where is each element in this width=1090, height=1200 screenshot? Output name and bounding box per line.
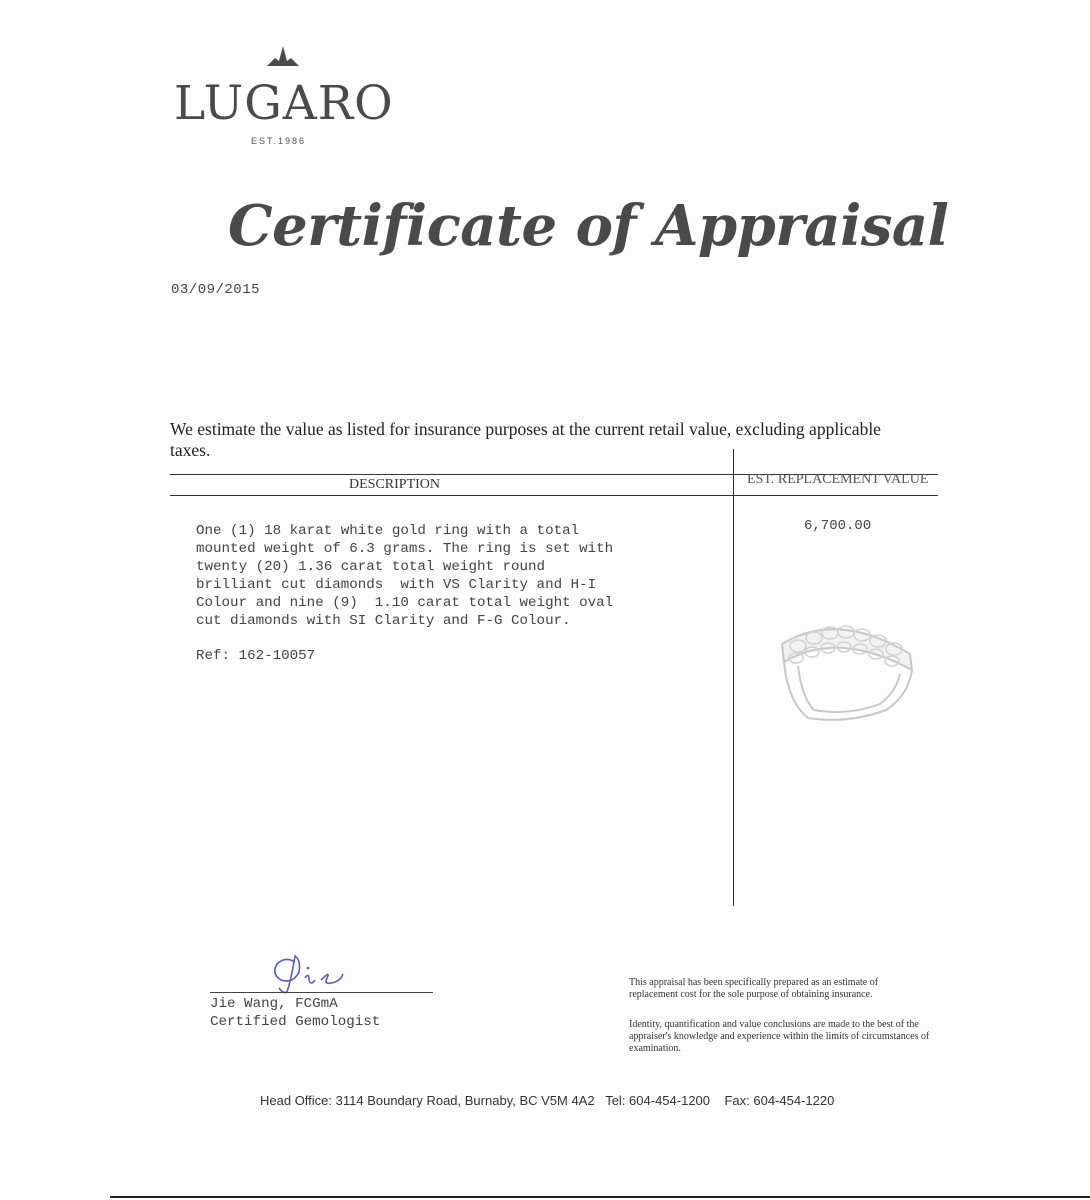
disclaimer-limits: Identity, quantification and value conclusions are made to the best of the appraiser's knowledge and experience within the limits of circumstances of examination. bbox=[629, 1019, 930, 1054]
footer-tel: Tel: 604-454-1200 bbox=[605, 1093, 711, 1108]
intro-text: We estimate the value as listed for insurance purposes at the current retail value, excluding applicable taxes. bbox=[170, 419, 881, 460]
disclaimer-purpose: This appraisal has been specifically prepared as an estimate of replacement cost for the sole purpose of obtaining insurance. bbox=[629, 977, 879, 1000]
description-line: twenty (20) 1.36 carat total weight round bbox=[196, 559, 546, 575]
page-title: Certificate of Appraisal bbox=[228, 193, 949, 259]
reference-number: Ref: 162-10057 bbox=[196, 648, 316, 664]
footer-fax: Fax: 604-454-1220 bbox=[724, 1093, 835, 1108]
signature-line bbox=[210, 992, 433, 993]
replacement-value: 6,700.00 bbox=[804, 518, 872, 534]
brand-logo: LUGARO bbox=[174, 76, 394, 131]
item-description bbox=[196, 522, 716, 630]
signer-title: Certified Gemologist bbox=[210, 1014, 381, 1030]
description-line: cut diamonds with SI Clarity and F-G Colour. bbox=[196, 613, 571, 629]
footer-address: Head Office: 3114 Boundary Road, Burnaby, BC V5M 4A2 bbox=[260, 1093, 595, 1108]
footer-contact bbox=[260, 1093, 834, 1108]
column-divider bbox=[733, 449, 734, 906]
signer-block bbox=[210, 995, 380, 1031]
table-header-rule bbox=[170, 495, 938, 496]
description-line: One (1) 18 karat white gold ring with a total bbox=[196, 523, 580, 539]
column-header-value: EST. REPLACEMENT VALUE bbox=[747, 472, 929, 487]
column-header-description: DESCRIPTION bbox=[349, 477, 441, 492]
crown-icon bbox=[265, 44, 301, 68]
page-bottom-edge bbox=[110, 1196, 1090, 1198]
signature-scribble bbox=[265, 950, 355, 995]
certificate-date: 03/09/2015 bbox=[171, 282, 261, 298]
brand-established: EST.1986 bbox=[251, 136, 307, 146]
description-line: mounted weight of 6.3 grams. The ring is set with bbox=[196, 541, 614, 557]
ring-photo bbox=[768, 592, 918, 727]
signer-name: Jie Wang, FCGmA bbox=[210, 996, 338, 1012]
description-line: Colour and nine (9) 1.10 carat total weight oval bbox=[196, 595, 614, 611]
description-line: brilliant cut diamonds with VS Clarity and H-I bbox=[196, 577, 597, 593]
